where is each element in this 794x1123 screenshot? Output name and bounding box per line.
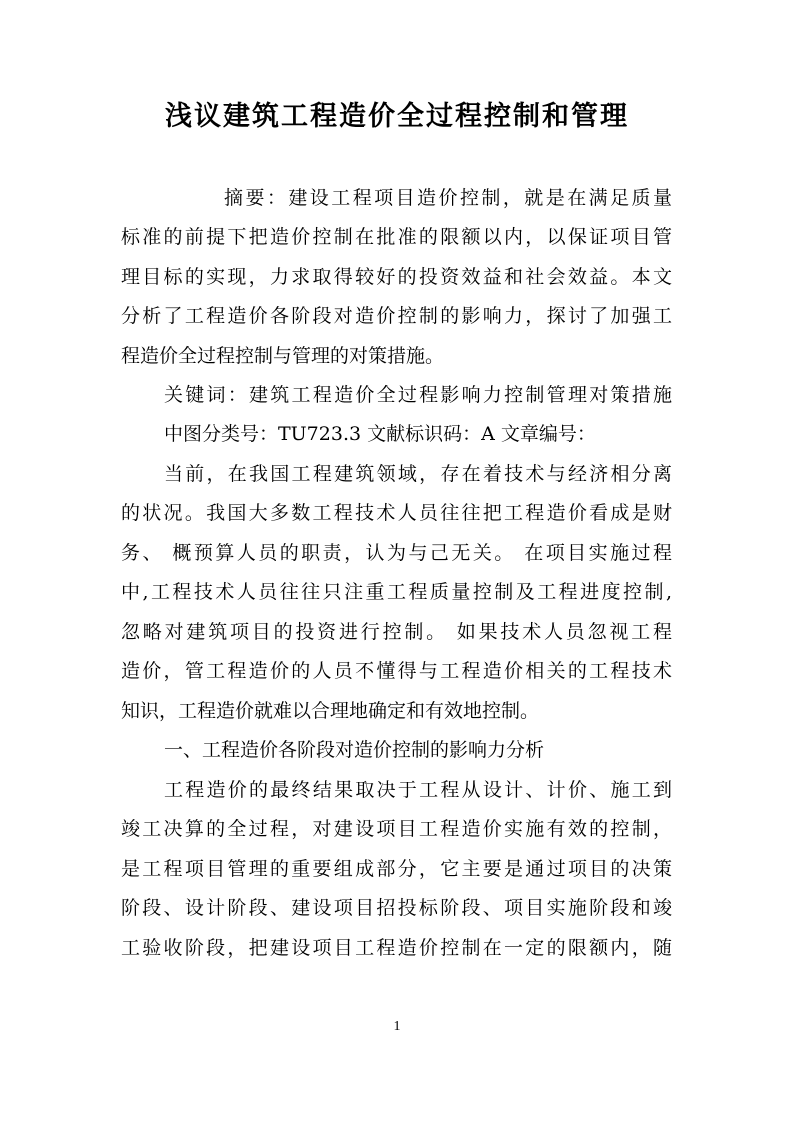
paragraph-line: 是工程项目管理的重要组成部分，它主要是通过项目的决策 <box>121 858 672 880</box>
document-title: 浅议建筑工程造价全过程控制和管理 <box>165 101 629 132</box>
paragraph-line: 造价，管工程造价的人员不懂得与工程造价相关的工程技术 <box>121 660 672 682</box>
section-heading: 一、工程造价各阶段对造价控制的影响力分析 <box>164 739 545 761</box>
abstract-line: 标准的前提下把造价控制在批准的限额以内，以保证项目管 <box>121 226 672 248</box>
paragraph-line: 当前，在我国工程建筑领域，存在着技术与经济相分离 <box>164 463 672 485</box>
paragraph-line: 务、 概预算人员的职责，认为与己无关。 在项目实施过程 <box>121 542 672 564</box>
paragraph-line: 阶段、设计阶段、建设项目招投标阶段、项目实施阶段和竣 <box>121 897 672 919</box>
paragraph-line: 的状况。我国大多数工程技术人员往往把工程造价看成是财 <box>121 502 672 524</box>
paragraph-line: 竣工决算的全过程，对建设项目工程造价实施有效的控制， <box>121 818 672 840</box>
page-number: 1 <box>393 1019 401 1034</box>
abstract-line: 程造价全过程控制与管理的对策措施。 <box>121 345 445 367</box>
paragraph-line: 忽略对建筑项目的投资进行控制。 如果技术人员忽视工程 <box>121 621 672 643</box>
keywords-line: 关键词：建筑工程造价全过程影响力控制管理对策措施 <box>164 384 672 406</box>
abstract-line: 理目标的实现，力求取得较好的投资效益和社会效益。本文 <box>121 266 672 288</box>
paragraph-line: 知识，工程造价就难以合理地确定和有效地控制。 <box>121 700 540 722</box>
paragraph-line: 工验收阶段，把建设项目工程造价控制在一定的限额内，随 <box>121 937 672 959</box>
classification-line: 中图分类号：TU723.3 文献标识码：A 文章编号： <box>164 423 596 445</box>
paragraph-line: 工程造价的最终结果取决于工程从设计、计价、施工到 <box>164 779 672 801</box>
abstract-line: 分析了工程造价各阶段对造价控制的影响力，探讨了加强工 <box>121 305 672 327</box>
paragraph-line: 中,工程技术人员往往只注重工程质量控制及工程进度控制, <box>121 581 672 603</box>
abstract-line: 摘要：建设工程项目造价控制，就是在满足质量 <box>224 187 672 209</box>
